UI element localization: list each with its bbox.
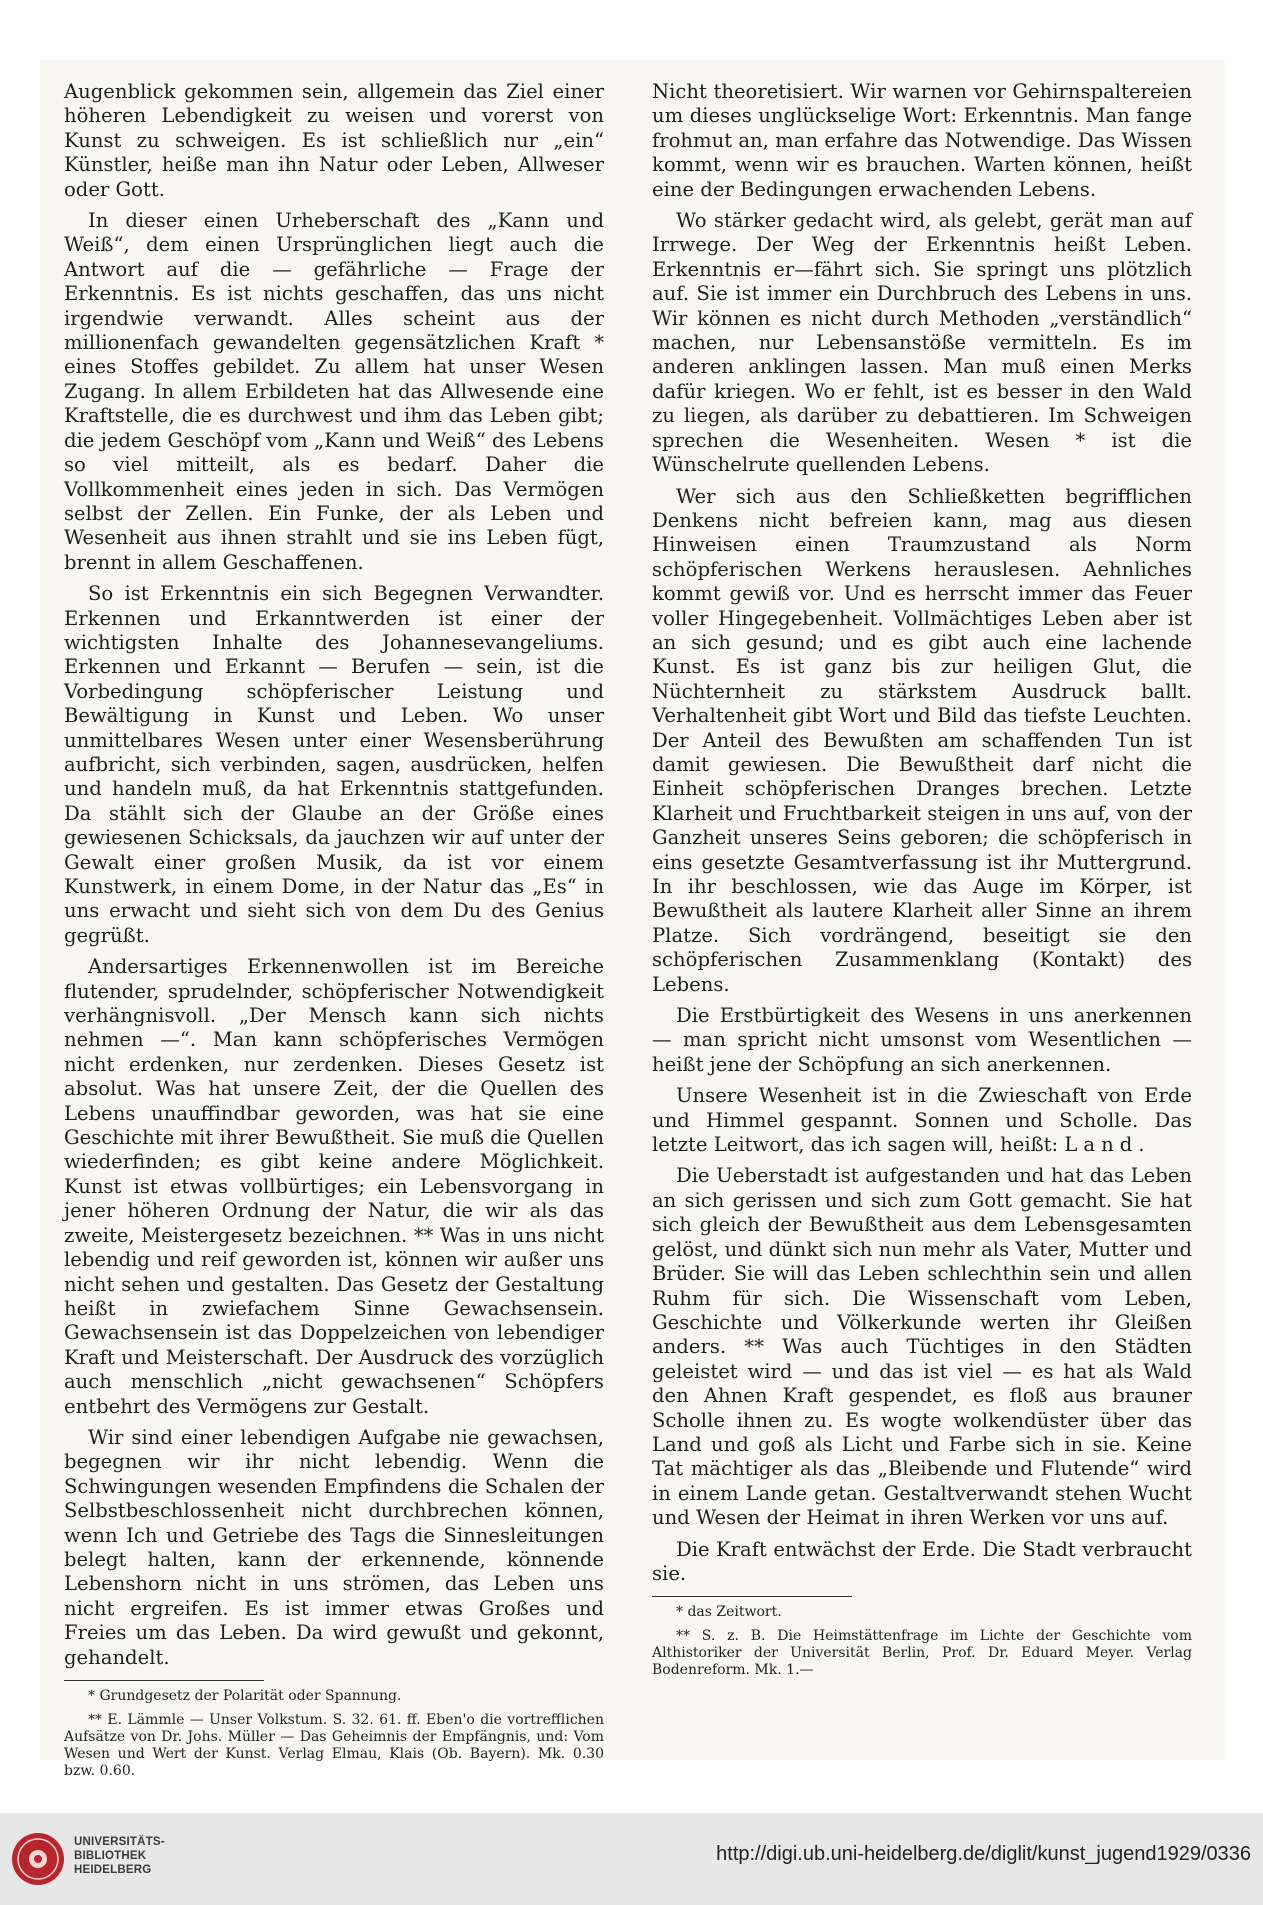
library-name-line: HEIDELBERG [74, 1864, 152, 1876]
paragraph: Augenblick gekommen sein, allgemein das Ziel einer höheren Lebendigkeit zu weisen und vorerst von Kunst zu schweigen. Es ist schließlich nur „ein“ Künstler, heiße man ihn Natur oder Leben, Allweser oder Gott. [64, 80, 604, 201]
paragraph: Die Erstbürtigkeit des Wesens in uns anerkennen — man spricht nicht umsonst vom Wesentlichen — heißt jene der Schöpfung an sich anerkennen. [652, 1004, 1192, 1076]
paragraph-text: Unsere Wesenheit ist in die Zwieschaft von Erde und Himmel gespannt. Sonnen und Scholle. Das letzte Leitwort, das ich sagen will, heißt: [652, 1084, 1192, 1157]
paragraph: Die Ueberstadt ist aufgestanden und hat das Leben an sich gerissen und sich zum Gott gemacht. Sie hat sich gleich der Bewußtheit aus dem Lebensgesamten gelöst, und dünkt sich nun mehr als Vater, Mutter und Brüder. Sie will das Leben schlechthin sein und allen Ruhm für sich. Die Wissenschaft vom Leben, Geschichte und Völkerkunde werten ihr Gleißen anders. ** Was auch Tüchtiges in den Städten geleistet wird — und das ist viel — es hat als Wald den Ahnen Kraft gespendet, es floß aus brauner Scholle ihnen zu. Es wogte wolkendüster über das Land und goß als Licht und Farbe sich in sie. Keine Tat mächtiger als das „Bleibende und Flutende“ wird in einem Lande getan. Gestaltverwandt stehen Wucht und Wesen der Heimat in ihren Werken vor uns auf. [652, 1164, 1192, 1530]
spaced-word: Land. [1064, 1133, 1151, 1157]
paragraph: Wer sich aus den Schließketten begrifflichen Denkens nicht befreien kann, mag aus diesen Hinweisen einen Traumzustand als Norm schöpferischen Werkens herauslesen. Aehnliches kommt gewiß vor. Und es herrscht immer das Feuer voller Hingegebenheit. Vollmächtiges Leben aber ist an sich gesund; und es gibt auch eine lachende Kunst. Es ist ganz bis zur heiligen Glut, die Nüchternheit zu stärkstem Ausdruck ballt. Verhaltenheit gibt Wort und Bild das tiefste Leuchten. Der Anteil des Bewußten am schaffenden Tun ist damit gewiesen. Die Bewußtheit darf nicht die Einheit schöpferischen Dranges brechen. Letzte Klarheit und Fruchtbarkeit steigen in uns auf, von der Ganzheit unseres Seins geboren; die schöpferisch in eins gesetzte Gesamtverfassung ist ihr Muttergrund. In ihr beschlossen, wie das Auge im Körper, ist Bewußtheit als lautere Klarheit aller Sinne an ihrem Platze. Sich vordrängend, beseitigt sie den schöpferischen Zusammenklang (Kontakt) des Lebens. [652, 484, 1192, 996]
source-url[interactable]: http://digi.ub.uni-heidelberg.de/diglit/kunst_jugend1929/0336 [716, 1843, 1251, 1865]
footnote: * Grundgesetz der Polarität oder Spannung. [88, 1688, 402, 1704]
footer-bar [0, 1813, 1263, 1905]
library-name-line: UNIVERSITÄTS- [74, 1836, 165, 1848]
left-column [64, 80, 604, 1780]
paragraph: In dieser einen Urheberschaft des „Kann und Weiß“, dem einen Ursprünglichen liegt auch die Antwort auf die — gefährliche — Frage der Erkenntnis. Es ist nichts geschaffen, das uns nicht irgendwie verwandt. Alles scheint aus der millionenfach gewandelten gegensätzlichen Kraft * eines Stoffes gebildet. Zu allem hat unser Wesen Zugang. In allem Erbildeten hat das Allwesende eine Kraftstelle, die es durchwest und ihm das Leben gibt; die jedem Geschöpf vom „Kann und Weiß“ des Lebens so viel mitteilt, als es bedarf. Daher die Vollkommenheit eines jeden in sich. Das Vermögen selbst der Zellen. Ein Funke, der als Leben und Wesenheit aus ihnen strahlt und sie ins Leben fügt, brennt in allem Geschaffenen. [64, 209, 604, 574]
paragraph: Die Kraft entwächst der Erde. Die Stadt verbraucht sie. [652, 1537, 1192, 1585]
paragraph: Wo stärker gedacht wird, als gelebt, gerät man auf Irrwege. Der Weg der Erkenntnis heißt Leben. Erkenntnis er—fährt sich. Sie springt uns plötzlich auf. Sie ist immer ein Durchbruch des Lebens in uns. Wir können es nicht durch Methoden „verständlich“ machen, nur Lebensanstöße vermitteln. Es im anderen anklingen lassen. Man muß einen Merks dafür kriegen. Wo er fehlt, ist es besser in den Wald zu liegen, als darüber zu debattieren. Im Schweigen sprechen die Wesenheiten. Wesen * ist die Wünschelrute quellenden Lebens. [652, 209, 1192, 477]
footnote: ** E. Lämmle — Unser Volkstum. S. 32. 61. ff. Eben'o die vortrefflichen Aufsätze von Dr. Johs. Müller — Das Geheimnis der Empfängnis, und: Vom Wesen und Wert der Kunst. Verlag Elmau, Klais (Ob. Bayern). Mk. 0.30 bzw. 0.60. [64, 1712, 604, 1779]
footnote: * das Zeitwort. [676, 1604, 782, 1621]
library-name [74, 1835, 165, 1877]
library-name-line: BIBLIOTHEK [74, 1850, 147, 1862]
paragraph: Wir sind einer lebendigen Aufgabe nie gewachsen, begegnen wir ihr nicht lebendig. Wenn die Schwingungen wesenden Empfindens die Schalen der Selbstbeschlossenheit nicht durchbrechen können, wenn Ich und Getriebe des Tags die Sinnesleitungen belegt halten, kann der erkennende, könnende Lebenshorn nicht in uns strömen, das Leben uns nicht ergreifen. Es ist immer etwas Großes und Freies um das Leben. Da wird gewußt und gekonnt, gehandelt. [64, 1425, 604, 1669]
paragraph: Andersartiges Erkennenwollen ist im Bereiche flutender, sprudelnder, schöpferischer Notwendigkeit verhängnisvoll. „Der Mensch kann sich nichts nehmen —“. Man kann schöpferisches Vermögen nicht erdenken, nur zerdenken. Dieses Gesetz ist absolut. Was hat unsere Zeit, der die Quellen des Lebens unauffindbar geworden, was hat sie eine Geschichte mit ihrer Bewußtheit. Sie muß die Quellen wiederfinden; es gibt keine andere Möglichkeit. Kunst ist etwas vollbürtiges; ein Lebensvorgang in jener höheren Ordnung der Natur, die wir als das zweite, Meistergesetz bezeichnen. ** Was in uns nicht lebendig und reif geworden ist, können wir außer uns nicht sehen und gestalten. Das Gesetz der Gestaltung heißt in zwiefachem Sinne Gewachsensein. Gewachsensein ist das Doppelzeichen von lebendiger Kraft und Meisterschaft. Der Ausdruck des vorzüglich auch menschlich „nicht gewachsenen“ Schöpfers entbehrt des Vermögens zur Gestalt. [64, 955, 604, 1418]
footnote-divider [64, 1680, 264, 1681]
right-column [652, 80, 1192, 1679]
paragraph [652, 1084, 1192, 1157]
footnote: ** S. z. B. Die Heimstättenfrage im Lichte der Geschichte vom Althistoriker der Universität Berlin, Prof. Dr. Eduard Meyer. Verlag Bodenreform. Mk. 1.— [652, 1628, 1192, 1679]
paragraph: So ist Erkenntnis ein sich Begegnen Verwandter. Erkennen und Erkanntwerden ist einer der wichtigsten Inhalte des Johannesevangeliums. Erkennen und Erkannt — Berufen — sein, ist die Vorbedingung schöpferischer Leistung und Bewältigung in Kunst und Leben. Wo unser unmittelbares Wesen unter einer Wesensberührung aufbricht, sich verbinden, sagen, ausdrücken, helfen und handeln muß, da hat Erkenntnis stattgefunden. Da stählt sich der Glaube an der Größe eines gewiesenen Schicksals, da jauchzen wir auf unter der Gewalt einer großen Musik, da ist vor einem Kunstwerk, in einem Dome, in der Natur das „Es“ in uns erwacht und sieht sich von dem Du des Genius gegrüßt. [64, 582, 604, 947]
paragraph: Nicht theoretisiert. Wir warnen vor Gehirnspaltereien um dieses unglückselige Wort: Erkenntnis. Man fange frohmut an, man erfahre das Notwendige. Das Wissen kommt, wenn wir es brauchen. Warten können, heißt eine der Bedingungen erwachenden Lebens. [652, 80, 1192, 201]
footnote-divider [652, 1596, 852, 1597]
university-seal-icon [10, 1831, 66, 1887]
